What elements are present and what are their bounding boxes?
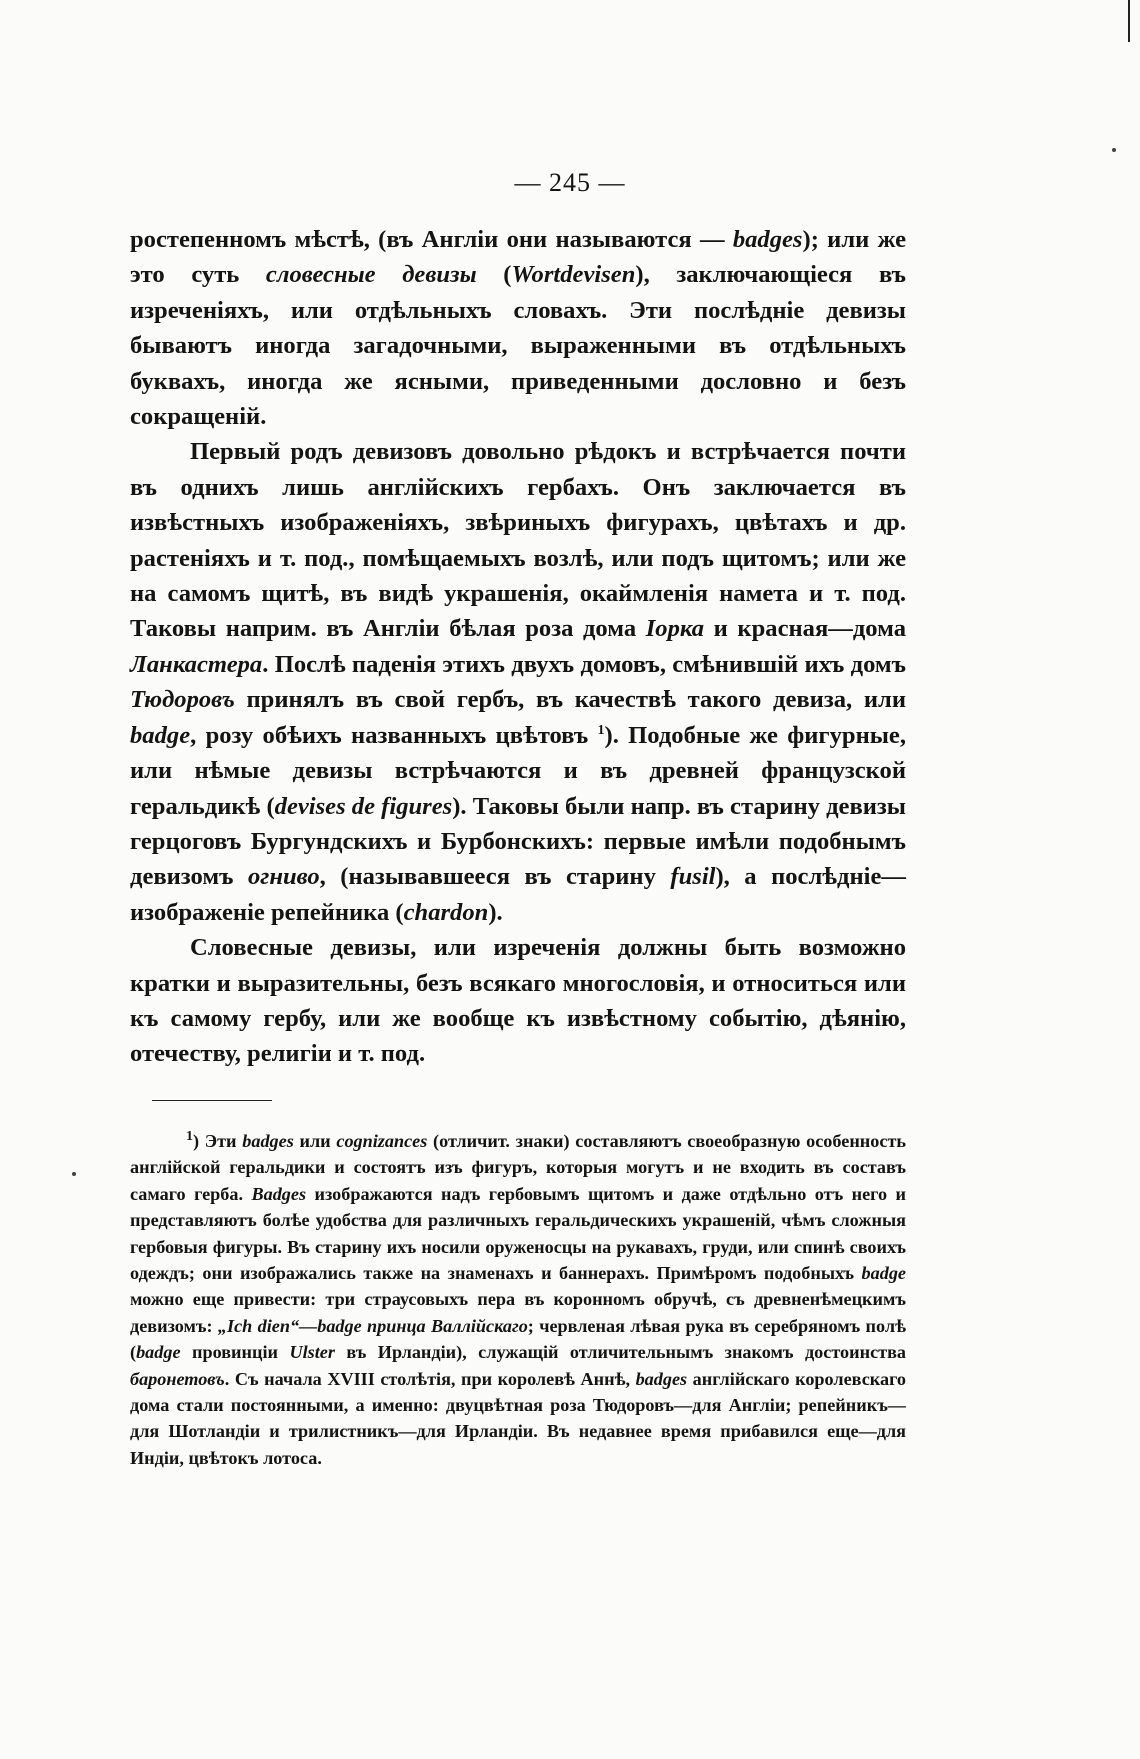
paragraph-3: Словесные девизы, или изреченія должны быть возможно кратки и выразительны, безъ всякаго многословія, и относиться или къ самому гербу, или же вообще къ извѣстному событію, дѣянію, отечеству, религіи и т. под.: [130, 934, 906, 1068]
paragraph-1: ростепенномъ мѣстѣ, (въ Англіи они называются — badges); или же это суть словесные девизы (Wortdevisen), заключающіеся въ изреченіяхъ, или отдѣльныхъ словахъ. Эти послѣдніе девизы бываютъ иногда загадочными, выраженными въ отдѣльныхъ буквахъ, иногда же ясными, приведенными дословно и безъ сокращеній.: [130, 226, 906, 431]
body-text: [130, 222, 906, 1072]
paragraph-2: Первый родъ девизовъ довольно рѣдокъ и встрѣчается почти въ однихъ лишь англійскихъ гербахъ. Онъ заключается въ извѣстныхъ изображеніяхъ, звѣриныхъ фигурахъ, цвѣтахъ и др. растеніяхъ и т. под., помѣщаемыхъ возлѣ, или подъ щитомъ; или же на самомъ щитѣ, въ видѣ украшенія, окаймленія намета и т. под. Таковы наприм. въ Англіи бѣлая роза дома Iорка и красная—дома Ланкастера. Послѣ паденія этихъ двухъ домовъ, смѣнившій ихъ домъ Тюдоровъ принялъ въ свой гербъ, въ качествѣ такого девиза, или badge, розу обѣихъ названныхъ цвѣтовъ $^1$). Подобные же фигурные, или нѣмые девизы встрѣчаются и въ древней французской геральдикѣ (devises de figures). Таковы были напр. въ старину девизы герцоговъ Бургундскихъ и Бурбонскихъ: первые имѣли подобнымъ девизомъ огниво, (называвшееся въ старину fusil), а послѣдніе—изображеніе репейника (chardon).: [130, 438, 907, 926]
scan-speck: [1112, 148, 1116, 152]
footnote-divider: [152, 1100, 272, 1101]
scan-edge-mark: [1128, 0, 1130, 42]
footnote-mark: 1: [186, 1128, 193, 1144]
scan-speck: [72, 1172, 76, 1176]
footnote-ref: 1: [597, 722, 605, 738]
page-number: — 245 —: [514, 168, 626, 197]
footnote: $^1$) Эти badges или cognizances (отличит. знаки) составляютъ своеобразную особенность англійской геральдики и состоятъ изъ фигуръ, которыя могутъ и не входить въ составъ самаго герба. Badges изображаются надъ гербовымъ щитомъ и даже отдѣльно отъ него и представляютъ болѣе удобства для различныхъ геральдическихъ украшеній, чѣмъ сложныя гербовыя фигуры. Въ старину ихъ носили оруженосцы на рукавахъ, груди, или спинѣ своихъ одеждъ; они изображались также на знаменахъ и баннерахъ. Примѣромъ подобныхъ badge можно еще привести: три страусовыхъ пера въ коронномъ обручѣ, съ древненѣмецкимъ девизомъ: „Ich dien“—badge принца Валлійскаго; червленая лѣвая рука въ серебряномъ полѣ (badge провинціи Ulster въ Ирландіи), служащій отличительнымъ знакомъ достоинства баронетовъ. Съ начала XVIII столѣтія, при королевѣ Аннѣ, badges англійскаго королевскаго дома стали постоянными, а именно: двуцвѣтная роза Тюдоровъ—для Англіи; репейникъ—для Шотландіи и трилистникъ—для Ирландіи. Въ недавнее время прибавился еще—для Индіи, цвѣтокъ лотоса.: [130, 1128, 906, 1468]
